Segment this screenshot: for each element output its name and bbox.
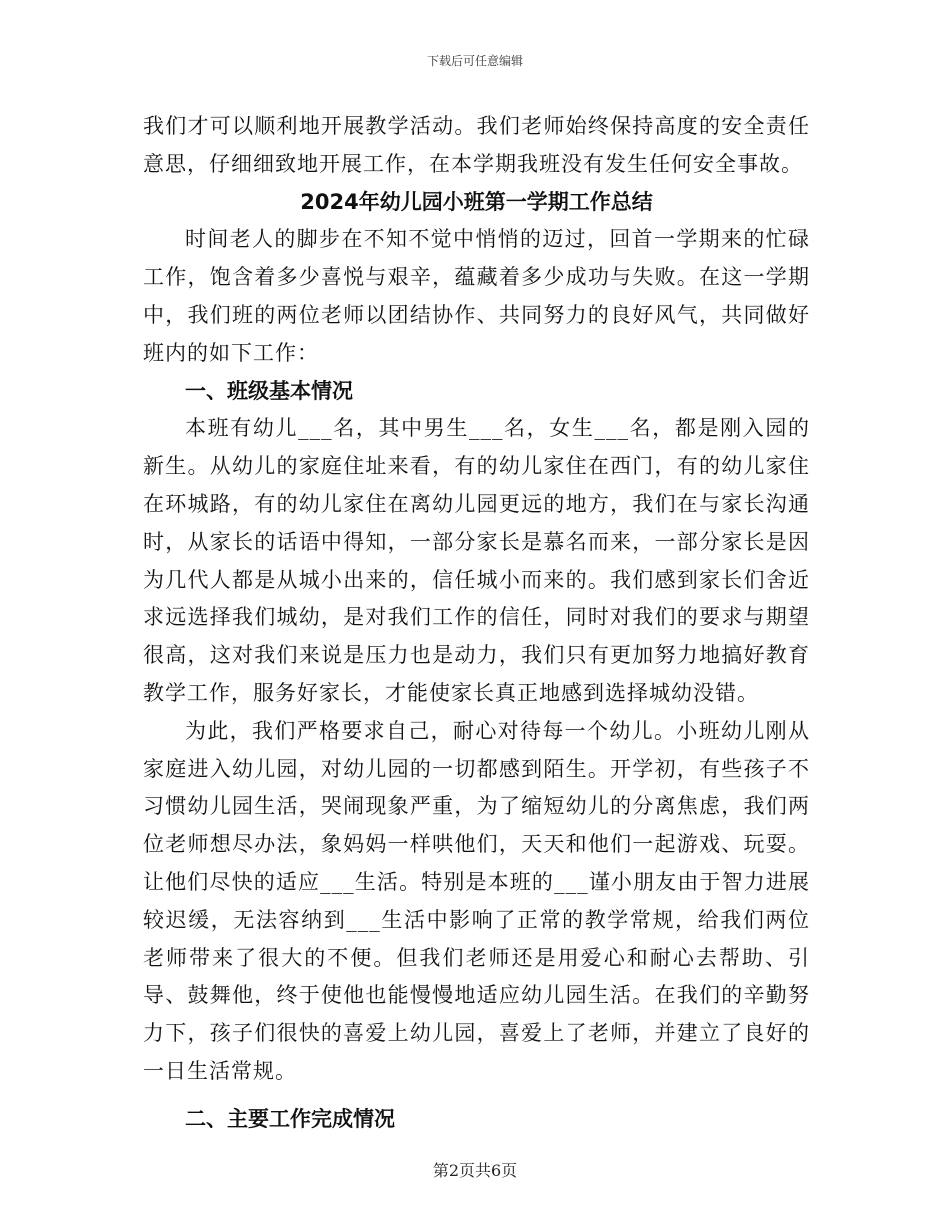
intro-paragraph: 我们才可以顺利地开展教学活动。我们老师始终保持高度的安全责任意思，仔细细致地开展工作，在本学期我班没有发生任何安全事故。: [143, 114, 810, 176]
document-body: [143, 108, 810, 1139]
opening-paragraph: 时间老人的脚步在不知不觉中悄悄的迈过，回首一学期来的忙碌工作，饱含着多少喜悦与艰辛，蕴藏着多少成功与失败。在这一学期中，我们班的两位老师以团结协作、共同努力的良好风气，共同做好班内的如下工作：: [143, 227, 810, 365]
section-spacer: [143, 1091, 810, 1101]
page-header: 下载后可任意编辑: [426, 54, 523, 68]
section2-heading: 二、主要工作完成情况: [185, 1106, 395, 1131]
section1-paragraph2: 为此，我们严格要求自己，耐心对待每一个幼儿。小班幼儿刚从家庭进入幼儿园，对幼儿园的一切都感到陌生。开学初，有些孩子不习惯幼儿园生活，哭闹现象严重，为了缩短幼儿的分离焦虑，我们两位老师想尽办法，象妈妈一样哄他们，天天和他们一起游戏、玩耍。让他们尽快的适应___生活。特别是本班的___谨小朋友由于智力进展较迟缓，无法容纳到___生活中影响了正常的教学常规，给我们两位老师带来了很大的不便。但我们老师还是用爱心和耐心去帮助、引导、鼓舞他，终于使他也能慢慢地适应幼儿园生活。在我们的辛勤努力下，孩子们很快的喜爱上幼儿园，喜爱上了老师，并建立了良好的一日生活常规。: [143, 718, 810, 1083]
document-title: 2024年幼儿园小班第一学期工作总结: [300, 189, 653, 214]
section1-paragraph1: 本班有幼儿___名，其中男生___名，女生___名，都是刚入园的新生。从幼儿的家庭住址来看，有的幼儿家住在西门，有的幼儿家住在环城路，有的幼儿家住在离幼儿园更远的地方，我们在与家长沟通时，从家长的话语中得知，一部分家长是慕名而来，一部分家长是因为几代人都是从城小出来的，信任城小而来的。我们感到家长们舍近求远选择我们城幼，是对我们工作的信任，同时对我们的要求与期望很高，这对我们来说是压力也是动力，我们只有更加努力地搞好教育教学工作，服务好家长，才能使家长真正地感到选择城幼没错。: [143, 416, 810, 705]
page-footer: 第2页共6页: [432, 1161, 518, 1180]
section1-heading: 一、班级基本情况: [185, 378, 353, 403]
